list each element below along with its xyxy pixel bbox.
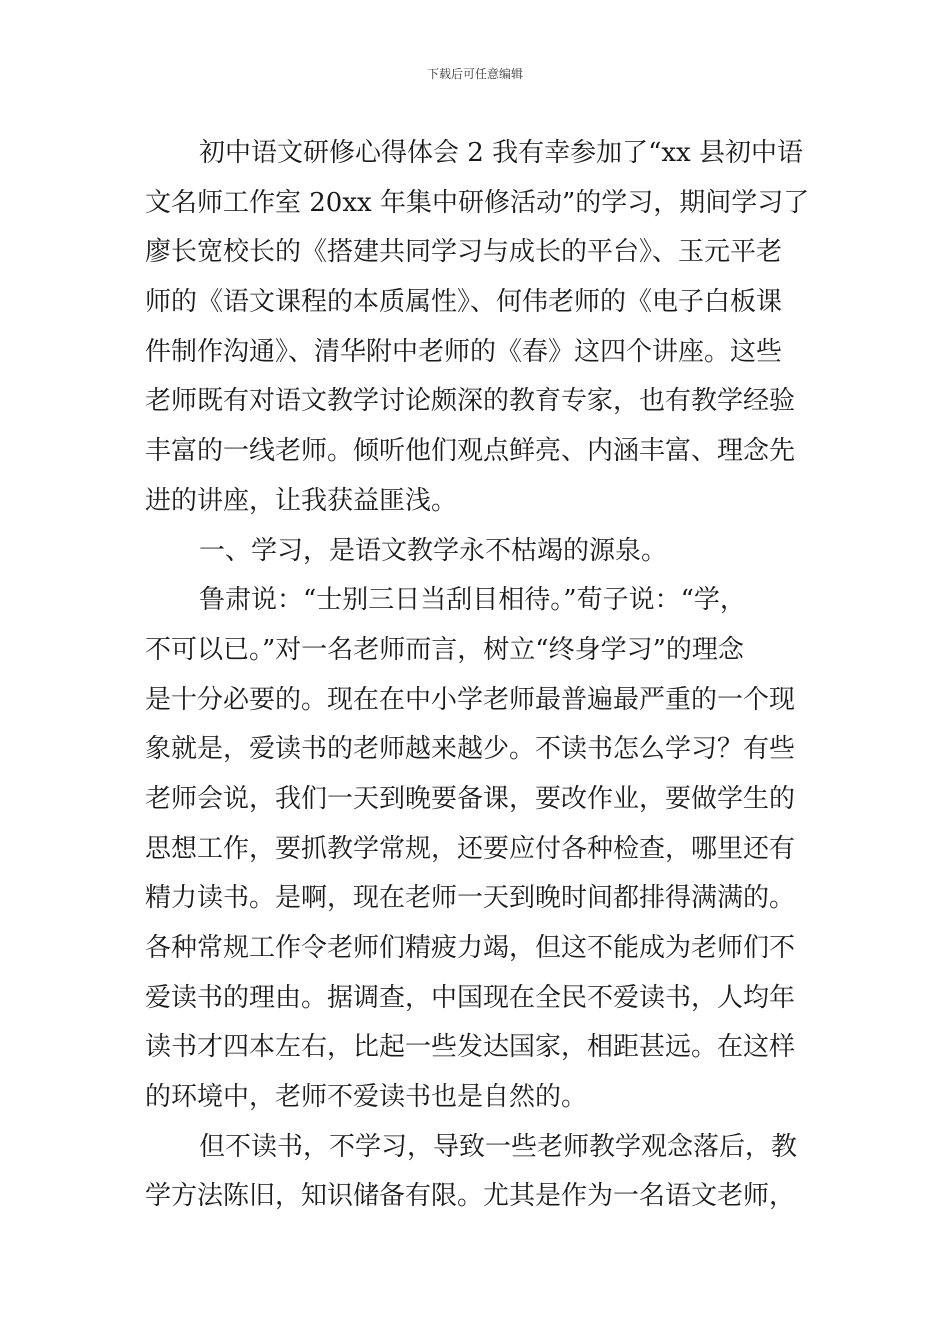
text-line: 精力读书。是啊，现在老师一天到晚时间都排得满满的。: [145, 883, 796, 914]
text-line: 丰富的一线老师。倾听他们观点鲜亮、内涵丰富、理念先: [145, 436, 796, 467]
text-line: 师的《语文课程的本质属性》、何伟老师的《电子白板课: [145, 287, 783, 318]
text-line: 老师会说，我们一天到晚要备课，要改作业，要做学生的: [145, 783, 796, 814]
text-line: 思想工作，要抓教学常规，还要应付各种检查，哪里还有: [145, 833, 796, 864]
text-line: 的环境中，老师不爱读书也是自然的。: [145, 1082, 588, 1113]
text-line: 初中语文研修心得体会 2 我有幸参加了“xx 县初中语: [199, 138, 803, 168]
section-heading: 一、学习，是语文教学永不枯竭的源泉。: [199, 535, 668, 566]
text-line: 学方法陈旧，知识储备有限。尤其是作为一名语文老师，: [145, 1181, 796, 1212]
header-note: 下载后可任意编辑: [426, 67, 523, 81]
text-line: 是十分必要的。现在在中小学老师最普遍最严重的一个现: [145, 684, 796, 715]
text-line: 件制作沟通》、清华附中老师的《春》这四个讲座。这些: [145, 336, 783, 367]
text-line: 读书才四本左右，比起一些发达国家，相距甚远。在这样: [145, 1032, 796, 1063]
body-text: [145, 129, 810, 1222]
text-line: 爱读书的理由。据调查，中国现在全民不爱读书，人均年: [145, 982, 796, 1013]
text-line: 象就是，爱读书的老师越来越少。不读书怎么学习？有些: [145, 734, 796, 765]
text-line: 文名师工作室 20xx 年集中研修活动”的学习，期间学习了: [145, 187, 810, 218]
text-line: 鲁肃说：“士别三日当刮目相待。”荀子说：“学，: [199, 585, 746, 616]
text-line: 不可以已。”对一名老师而言，树立“终身学习”的理念: [145, 634, 744, 665]
text-line: 但不读书，不学习，导致一些老师教学观念落后，教: [199, 1131, 798, 1162]
text-line: 各种常规工作令老师们精疲力竭，但这不能成为老师们不: [145, 933, 796, 963]
text-line: 老师既有对语文教学讨论颇深的教育专家，也有教学经验: [145, 386, 796, 417]
text-line: 廖长宽校长的《搭建共同学习与成长的平台》、玉元平老: [145, 237, 783, 268]
text-line: 进的讲座，让我获益匪浅。: [145, 485, 458, 516]
